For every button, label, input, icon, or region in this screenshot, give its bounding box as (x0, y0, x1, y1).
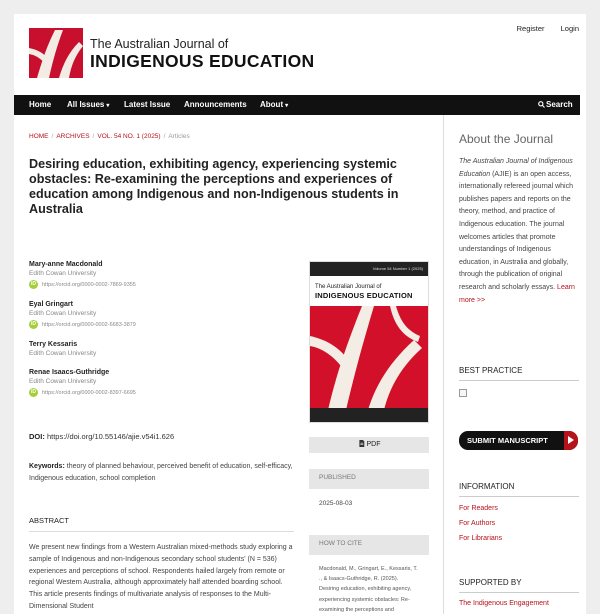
author-name: Mary-anne Macdonald (29, 261, 103, 268)
abstract-heading: ABSTRACT (29, 516, 70, 525)
breadcrumb-archives[interactable]: ARCHIVES (56, 133, 90, 140)
about-journal-body: (AJIE) is an open access, internationally refereed journal which publishes papers and reports on the theory, method, and practice of Indigenous education. The journal welcomes articles that promote understandings of Indigenous education, in Australia and globally, through the publication of original research and scholarly essays. (459, 170, 574, 291)
issue-cover-image[interactable] (309, 261, 429, 423)
user-nav (503, 24, 579, 33)
orcid-icon: iD (31, 321, 36, 327)
article-title: Desiring education, exhibiting agency, experiencing systemic obstacles: Re-examining the perceptions and experiences of education among Indigenous and non-Indigenous students in Australia (29, 157, 399, 216)
page (14, 14, 586, 614)
author-orcid (29, 280, 299, 289)
abstract-divider (29, 531, 294, 532)
doi-link[interactable]: https://doi.org/10.55146/ajie.v54i1.626 (46, 432, 175, 441)
best-practice-divider (459, 380, 579, 381)
for-authors-link[interactable]: For Authors (459, 520, 496, 527)
search-icon (538, 101, 545, 108)
citation-text: Macdonald, M., Gringart, E., Kessaris, T. ., & Isaacs-Guthridge, R. (2025). Desiring education, exhibiting agency, experiencing systemic obstacles: Re-examining the perceptions and (319, 566, 418, 613)
logo-title-line2: INDIGENOUS EDUCATION (90, 51, 315, 71)
published-date: 2025-08-03 (319, 500, 353, 507)
caret-down-icon: ▾ (285, 103, 289, 109)
caret-down-icon: ▾ (106, 103, 110, 109)
journal-name-italic: The Australian Journal of Indigenous Education (459, 158, 573, 178)
nav-latest-issue[interactable]: Latest Issue (124, 100, 171, 109)
author-affiliation: Edith Cowan University (29, 350, 97, 357)
author-name: Eyal Gringart (29, 301, 73, 308)
pdf-label: PDF (366, 441, 381, 448)
learn-more-link[interactable]: Learn more >> (459, 283, 575, 304)
broken-image-icon[interactable] (459, 389, 467, 397)
nav-all-issues[interactable] (67, 100, 109, 109)
author-name: Renae Isaacs-Guthridge (29, 369, 110, 376)
author-orcid (29, 388, 299, 397)
doi (29, 432, 174, 441)
register-link[interactable]: Register (516, 24, 545, 33)
author-affiliation: Edith Cowan University (29, 378, 97, 385)
information-heading: INFORMATION (459, 482, 515, 491)
submit-manuscript-label: SUBMIT MANUSCRIPT (467, 436, 548, 445)
supported-by-divider (459, 592, 579, 593)
for-librarians-link[interactable]: For Librarians (459, 535, 503, 542)
cover-title-line1: The Australian Journal of (315, 284, 382, 290)
site-header (14, 14, 586, 95)
author-item (29, 301, 299, 329)
orcid-icon: iD (31, 281, 36, 287)
journal-logo-image[interactable] (29, 28, 83, 78)
pdf-download-button[interactable] (309, 437, 429, 453)
cover-footer-bar (310, 408, 429, 422)
nav-search-label: Search (546, 100, 573, 109)
published-heading: PUBLISHED (309, 469, 429, 489)
author-list (29, 261, 299, 409)
login-link[interactable]: Login (560, 24, 579, 33)
author-orcid (29, 320, 299, 329)
breadcrumb (29, 133, 190, 140)
arrow-right-icon (564, 431, 578, 450)
supporter-link[interactable]: The Indigenous Engagement (459, 600, 549, 607)
main-nav (14, 95, 580, 115)
nav-announcements[interactable]: Announcements (184, 100, 247, 109)
sidebar (459, 115, 584, 614)
for-readers-link[interactable]: For Readers (459, 505, 498, 512)
author-affiliation: Edith Cowan University (29, 270, 97, 277)
how-to-cite-heading: HOW TO CITE (309, 535, 429, 555)
breadcrumb-home[interactable]: HOME (29, 133, 49, 140)
best-practice-heading: BEST PRACTICE (459, 366, 523, 375)
author-item (29, 369, 299, 397)
about-journal-text (459, 156, 581, 307)
author-item (29, 341, 299, 357)
breadcrumb-current: Articles (168, 133, 190, 140)
file-pdf-icon (358, 440, 365, 447)
supported-by-heading: SUPPORTED BY (459, 578, 522, 587)
about-journal-heading: About the Journal (459, 132, 554, 146)
breadcrumb-separator: / (51, 133, 54, 140)
author-name: Terry Kessaris (29, 341, 78, 348)
orcid-icon: iD (31, 389, 36, 395)
breadcrumb-separator: / (92, 133, 95, 140)
main-content (14, 115, 444, 614)
keywords (29, 461, 294, 485)
nav-about[interactable] (260, 100, 288, 109)
cover-title-line2: INDIGENOUS EDUCATION (315, 291, 413, 300)
cover-artwork (310, 306, 429, 410)
breadcrumb-separator: / (163, 133, 166, 140)
logo-title-line1: The Australian Journal of (90, 37, 229, 51)
cover-issue-label: Volume 54 Number 1 (2025) (310, 262, 428, 276)
nav-all-issues-label: All Issues (67, 100, 105, 109)
orcid-link[interactable]: https://orcid.org/0000-0002-6683-3879 (42, 321, 136, 328)
keywords-label: Keywords: (29, 463, 65, 470)
orcid-link[interactable]: https://orcid.org/0000-0002-8397-6695 (42, 389, 136, 396)
abstract-text: We present new findings from a Western Australian mixed-methods study exploring a sample of Indigenous and non-Indigenous secondary school students' (N = 536) experiences and perceptions of school. Respondents hailed largely from remote or regional Western Australia, although approximately half attended boarding school. This article presents findings of multivariate analysis of responses to the Multi-Dimensional Student (29, 544, 293, 610)
orcid-link[interactable]: https://orcid.org/0000-0002-7869-9355 (42, 281, 136, 288)
nav-about-label: About (260, 100, 284, 109)
nav-search[interactable] (538, 100, 573, 109)
author-affiliation: Edith Cowan University (29, 310, 97, 317)
keywords-text: theory of planned behaviour, perceived benefit of education, self-efficacy, Indigenous education, school completion (29, 463, 293, 482)
breadcrumb-issue[interactable]: VOL. 54 NO. 1 (2025) (97, 133, 161, 140)
nav-home[interactable]: Home (29, 100, 52, 109)
information-divider (459, 496, 579, 497)
doi-label: DOI: (29, 432, 45, 441)
author-item (29, 261, 299, 289)
submit-manuscript-button[interactable] (459, 431, 578, 450)
